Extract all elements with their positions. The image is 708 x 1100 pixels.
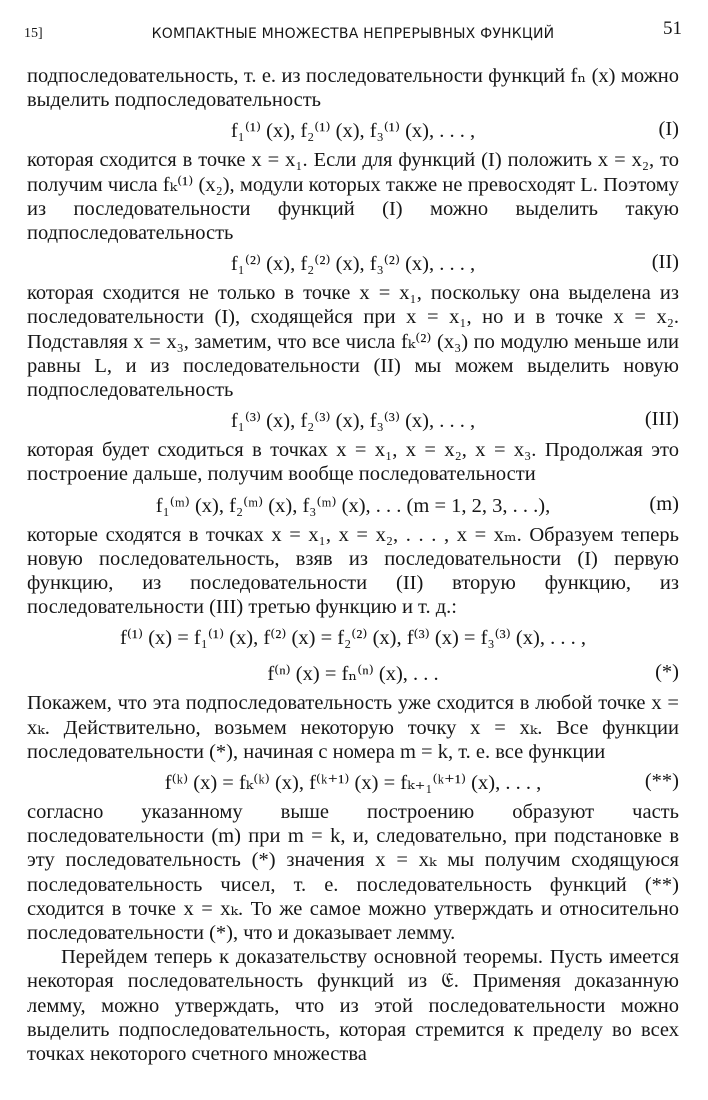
equation-formula: f₁⁽ᵐ⁾ (x), f₂⁽ᵐ⁾ (x), f₃⁽ᵐ⁾ (x), . . . (m = 1, 2, 3, . . .), [155,494,551,517]
equation-II [27,245,679,281]
paragraph: Покажем, что эта подпоследовательность уже сходится в любой точке x = xₖ. Действительно, возьмем некоторую точку x = xₖ. Все функции последовательности (*), начиная с номера m = k, т. е. все функции [27,692,679,763]
equation-formula: f₁⁽¹⁾ (x), f₂⁽¹⁾ (x), f₃⁽¹⁾ (x), . . . , [230,120,476,143]
equation-m [27,487,679,523]
equation-tag: (m) [649,492,679,515]
equation-tag: (I) [658,118,679,141]
equation-tag: (**) [644,770,679,793]
equation-star-line2 [27,655,679,691]
section-number: 15] [24,26,43,41]
equation-star-line1 [27,619,679,655]
paragraph: которые сходятся в точках x = x₁, x = x₂, . . . , x = xₘ. Образуем теперь новую последовательность, взяв из последовательности (I) первую функцию, из последовательности (II) вторую функцию, из последовательности (III) третью функцию и т. д.: [27,523,679,619]
equation-III [27,402,679,438]
equation-I [27,112,679,148]
paragraph: Перейдем теперь к доказательству основной теоремы. Пусть имеется некоторая последовательность функций из 𝔈. Применяя доказанную лемму, можно утверждать, что из этой последовательности можно выделить подпоследовательность, которая стремится к пределу во всех точках некоторого счетного множества [27,946,679,1066]
page-body [27,64,679,1066]
paragraph: которая сходится не только в точке x = x₁, поскольку она выделена из последовательности (I), сходящейся при x = x₁, но и в точке x = x₂. Подставляя x = x₃, заметим, что все числа fₖ⁽²⁾ (x₃) по модулю меньше или равны L, и из последовательности (II) мы можем выделить новую подпоследовательность [27,282,679,402]
paragraph: которая сходится в точке x = x₁. Если для функций (I) положить x = x₂, то получим числа fₖ⁽¹⁾ (x₂), модули которых также не превосходят L. Поэтому из последовательности функций (I) можно выделить такую подпоследовательность [27,149,679,245]
paragraph: которая будет сходиться в точках x = x₁, x = x₂, x = x₃. Продолжая это построение дальше, получим вообще последовательности [27,439,679,486]
page-number: 51 [663,18,682,39]
equation-formula: f₁⁽²⁾ (x), f₂⁽²⁾ (x), f₃⁽²⁾ (x), . . . , [230,253,476,276]
running-header [24,18,682,46]
running-title: КОМПАКТНЫЕ МНОЖЕСТВА НЕПРЕРЫВНЫХ ФУНКЦИЙ [151,26,555,42]
equation-formula: f⁽¹⁾ (x) = f₁⁽¹⁾ (x), f⁽²⁾ (x) = f₂⁽²⁾ (x), f⁽³⁾ (x) = f₃⁽³⁾ (x), . . . , [120,627,586,650]
equation-tag: (*) [655,661,679,684]
equation-double-star [27,764,679,800]
paragraph: согласно указанному выше построению образуют часть последовательности (m) при m = k, и, следовательно, при подстановке в эту последовательность (*) значения x = xₖ мы получим сходящуюся последовательность чисел, т. е. последовательность функций (**) сходится в точке x = xₖ. То же самое можно утверждать и относительно последовательности (*), что и доказывает лемму. [27,801,679,945]
equation-formula: f₁⁽³⁾ (x), f₂⁽³⁾ (x), f₃⁽³⁾ (x), . . . , [230,410,476,433]
equation-formula: f⁽ⁿ⁾ (x) = fₙ⁽ⁿ⁾ (x), . . . [267,663,439,686]
equation-tag: (III) [644,408,679,431]
equation-formula: f⁽ᵏ⁾ (x) = fₖ⁽ᵏ⁾ (x), f⁽ᵏ⁺¹⁾ (x) = fₖ₊₁⁽ᵏ⁺¹⁾ (x), . . . , [164,772,542,795]
equation-tag: (II) [651,251,679,274]
paragraph: подпоследовательность, т. е. из последовательности функций fₙ (x) можно выделить подпоследовательность [27,65,679,112]
